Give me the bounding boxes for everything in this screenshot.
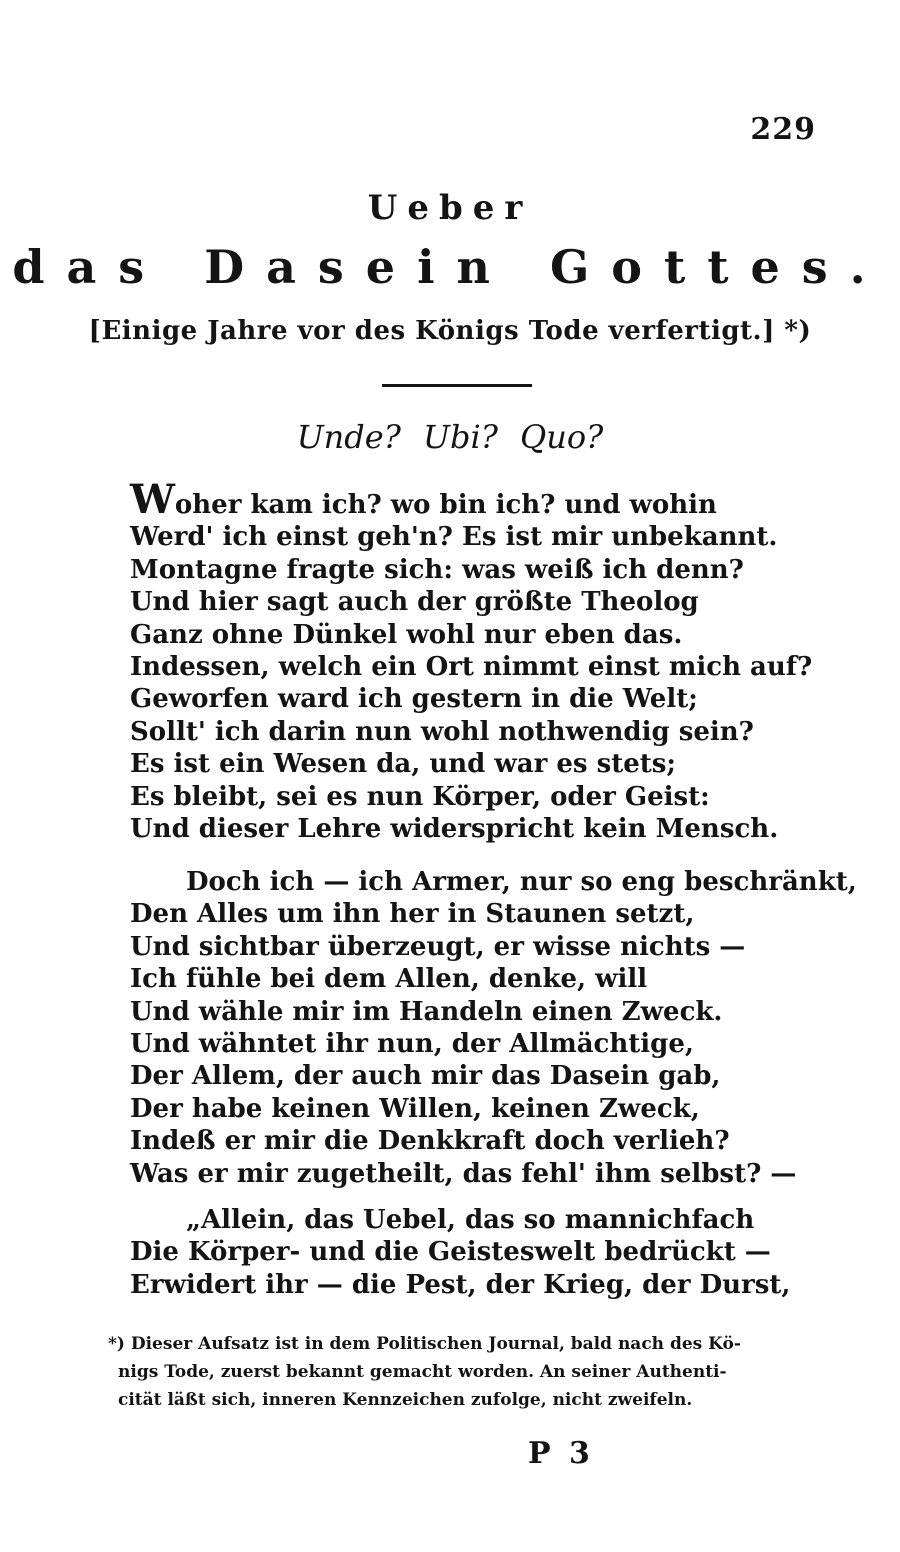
footnote (108, 1330, 808, 1414)
poem-line: Der habe keinen Willen, keinen Zweck, (130, 1093, 700, 1124)
heading-ueber: Ueber (367, 188, 533, 228)
subtitle-note: [Einige Jahre vor des Königs Tode verfertigt.] *) (88, 316, 812, 346)
poem-line: Was er mir zugetheilt, das fehl' ihm selbst? — (130, 1158, 797, 1189)
stanza-3 (130, 1204, 810, 1301)
title-divider (382, 384, 532, 387)
poem-line: Erwidert ihr — die Pest, der Krieg, der Durst, (130, 1269, 791, 1300)
poem-line: „Allein, das Uebel, das so mannichfach (186, 1205, 755, 1235)
signature-mark: P 3 (528, 1436, 594, 1471)
poem-line: Geworfen ward ich gestern in die Welt; (130, 684, 698, 715)
poem-line: Indeß er mir die Denkkraft doch verlieh? (130, 1126, 730, 1157)
poem-line: Und wähle mir im Handeln einen Zweck. (130, 996, 723, 1027)
poem-line: Und hier sagt auch der größte Theolog (130, 587, 699, 618)
motto: Unde? Ubi? Quo? (296, 418, 604, 456)
stanza-1 (130, 476, 813, 845)
footnote-line: cität läßt sich, inneren Kennzeichen zufolge, nicht zweifeln. (118, 1390, 693, 1410)
footnote-line: *) Dieser Aufsatz ist in dem Politischen Journal, bald nach des Kö- (108, 1334, 741, 1354)
stanza-2 (130, 866, 857, 1190)
footnote-line: nigs Tode, zuerst bekannt gemacht worden. An seiner Authenti- (118, 1362, 727, 1382)
poem-line: Und dieser Lehre widerspricht kein Mensch. (130, 814, 779, 845)
poem-line: Die Körper- und die Geisteswelt bedrückt — (130, 1237, 771, 1268)
poem-line: Und wähntet ihr nun, der Allmächtige, (130, 1029, 694, 1060)
poem-line: Ganz ohne Dünkel wohl nur eben das. (130, 619, 683, 650)
poem-line: Es ist ein Wesen da, und war es stets; (130, 749, 677, 780)
poem-line: Der Allem, der auch mir das Dasein gab, (130, 1061, 721, 1092)
poem-line: Werd' ich einst geh'n? Es ist mir unbekannt. (130, 522, 778, 553)
poem-line: Sollt' ich darin nun wohl nothwendig sein? (130, 716, 754, 747)
poem-line: Indessen, welch ein Ort nimmt einst mich auf? (130, 652, 813, 683)
poem-line: Ich fühle bei dem Allen, denke, will (130, 964, 648, 995)
page-title: das Dasein Gottes. (12, 240, 888, 294)
poem-line: Doch ich — ich Armer, nur so eng beschränkt, (186, 867, 857, 897)
page-number: 229 (750, 112, 816, 147)
poem-line: Und sichtbar überzeugt, er wisse nichts — (130, 931, 746, 962)
poem-line: Den Alles um ihn her in Staunen setzt, (130, 899, 695, 930)
poem-line: Montagne fragte sich: was weiß ich denn? (130, 554, 744, 585)
poem-line: Es bleibt, sei es nun Körper, oder Geist: (130, 781, 710, 812)
poem-line: Woher kam ich? wo bin ich? und wohin (130, 476, 717, 523)
